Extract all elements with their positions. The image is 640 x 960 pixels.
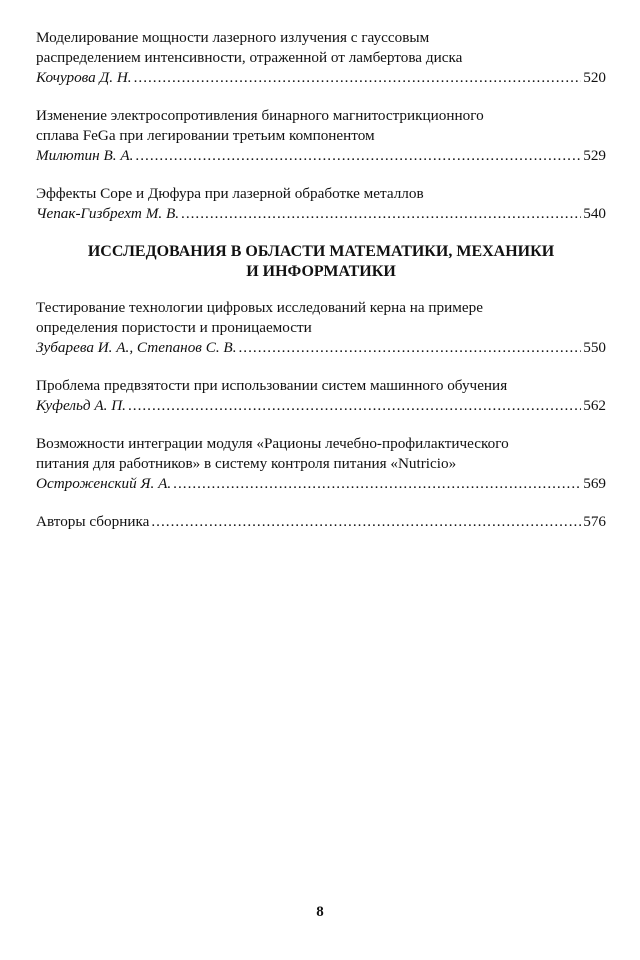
entry-title-line: Эффекты Соре и Дюфура при лазерной обработке металлов (36, 185, 424, 202)
page-footer-number: 8 (316, 904, 324, 920)
entry-page-number: 540 (583, 205, 606, 222)
entry-author-row (36, 204, 606, 224)
toc-entry (36, 106, 606, 166)
entry-title-line: Возможности интеграции модуля «Рационы лечебно-профилактического (36, 435, 509, 452)
entry-page-number: 520 (583, 69, 606, 86)
entry-title-line: Тестирование технологии цифровых исследований керна на примере (36, 299, 483, 316)
entry-title-line: распределением интенсивности, отраженной от ламбертова диска (36, 49, 463, 66)
entry-page-number: 576 (583, 513, 606, 530)
entry-page-number: 569 (583, 475, 606, 492)
authors-label: Авторы сборника (36, 513, 150, 530)
entry-author: Куфельд А. П. (36, 397, 126, 414)
entry-author: Чепак-Гизбрехт М. В. (36, 205, 180, 222)
entry-author-row (36, 146, 606, 166)
entry-title-line: Проблема предвзятости при использовании систем машинного обучения (36, 377, 508, 394)
entry-author-row (36, 68, 606, 88)
toc-entry (36, 28, 606, 88)
entry-title-line: сплава FeGa при легировании третьим компонентом (36, 127, 375, 144)
entry-author: Зубарева И. А., Степанов С. В. (36, 339, 237, 356)
toc-entry (36, 376, 606, 416)
section-heading (36, 242, 606, 282)
entry-title-line: Моделирование мощности лазерного излучения с гауссовым (36, 29, 430, 46)
entry-page-number: 529 (583, 147, 606, 164)
dot-leader (239, 338, 582, 358)
toc-entry-authors (36, 512, 606, 532)
entry-author-row (36, 338, 606, 358)
entry-author: Кочурова Д. Н. (36, 69, 132, 86)
section-heading-line: ИССЛЕДОВАНИЯ В ОБЛАСТИ МАТЕМАТИКИ, МЕХАНИКИ (87, 243, 555, 260)
entry-author-row (36, 396, 606, 416)
dot-leader (173, 474, 581, 494)
entry-author: Остроженский Я. А. (36, 475, 172, 492)
entry-title-line: Изменение электросопротивления бинарного магнитострикционного (36, 107, 484, 124)
toc-entry (36, 298, 606, 358)
toc-entry (36, 184, 606, 224)
entry-page-number: 550 (583, 339, 606, 356)
section-heading-line: И ИНФОРМАТИКИ (246, 263, 396, 280)
dot-leader (151, 512, 581, 532)
dot-leader (181, 204, 581, 224)
dot-leader (135, 146, 581, 166)
entry-author-row (36, 512, 606, 532)
entry-author: Милютин В. А. (36, 147, 134, 164)
entry-title-line: определения пористости и проницаемости (36, 319, 312, 336)
dot-leader (134, 68, 582, 88)
entry-title-line: питания для работников» в систему контроля питания «Nutricio» (36, 455, 457, 472)
toc-entry (36, 434, 606, 494)
entry-page-number: 562 (583, 397, 606, 414)
entry-author-row (36, 474, 606, 494)
dot-leader (128, 396, 581, 416)
table-of-contents (36, 28, 606, 550)
